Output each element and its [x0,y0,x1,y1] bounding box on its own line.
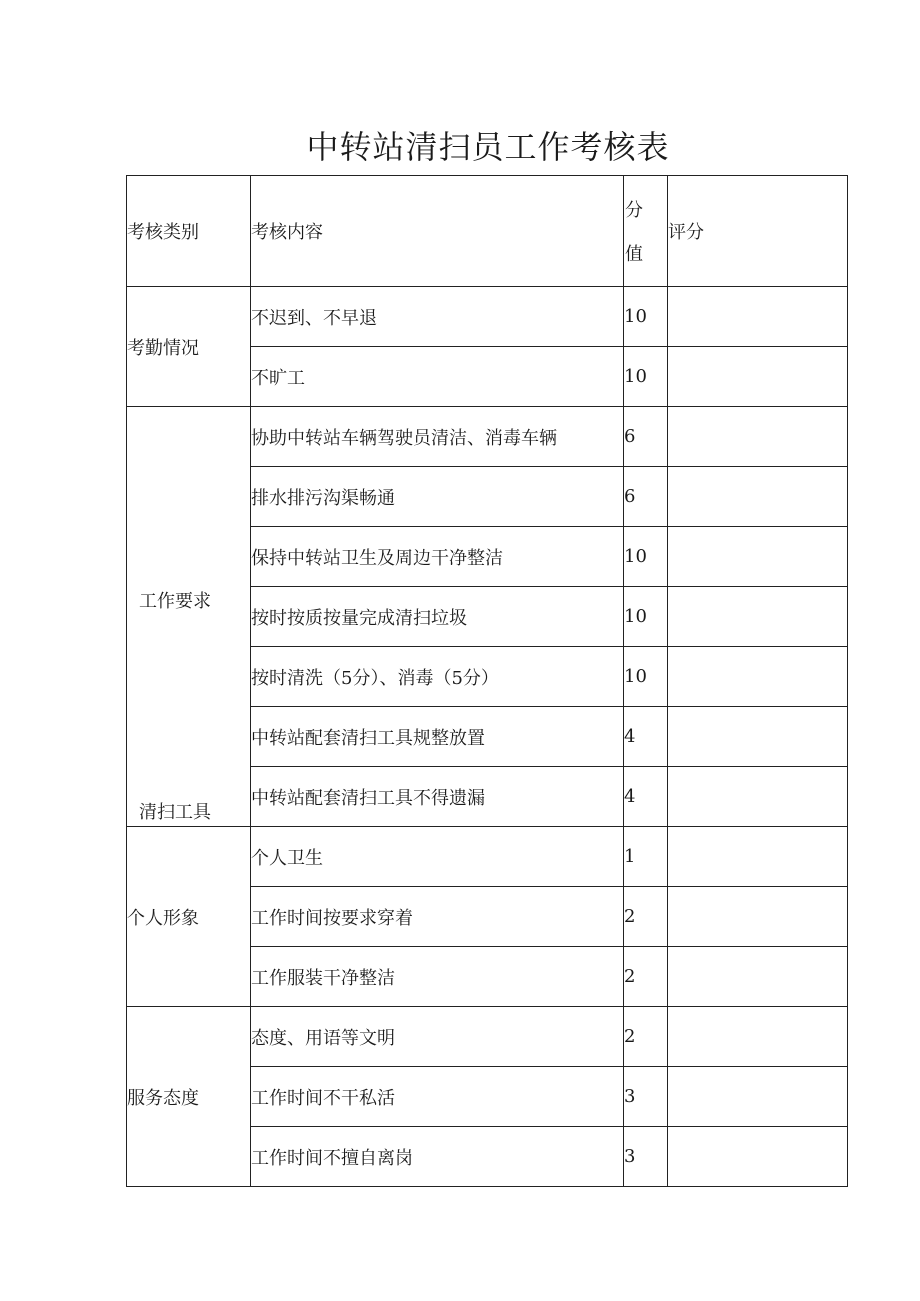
score-cell: 2 [624,887,668,947]
category-cell [127,407,251,827]
content-cell: 个人卫生 [251,827,624,887]
table-row [127,827,848,887]
category-label-lower: 清扫工具 [139,802,211,823]
rating-cell[interactable] [668,287,848,347]
header-score-bottom: 值 [625,244,643,265]
rating-cell[interactable] [668,827,848,887]
rating-cell[interactable] [668,527,848,587]
category-cell: 考勤情况 [127,287,251,407]
content-cell: 工作时间不擅自离岗 [251,1127,624,1187]
rating-cell[interactable] [668,767,848,827]
header-score [624,176,668,287]
rating-cell[interactable] [668,587,848,647]
score-cell: 2 [624,947,668,1007]
rating-cell[interactable] [668,647,848,707]
table-row [127,1007,848,1067]
score-cell: 10 [624,587,668,647]
content-cell: 排水排污沟渠畅通 [251,467,624,527]
score-cell: 6 [624,467,668,527]
score-cell: 6 [624,407,668,467]
score-cell: 3 [624,1127,668,1187]
score-cell: 10 [624,527,668,587]
rating-cell[interactable] [668,1067,848,1127]
category-cell: 服务态度 [127,1007,251,1187]
score-cell: 3 [624,1067,668,1127]
content-cell: 工作服装干净整洁 [251,947,624,1007]
score-cell: 10 [624,287,668,347]
header-score-top: 分 [625,200,643,221]
rating-cell[interactable] [668,707,848,767]
rating-cell[interactable] [668,1007,848,1067]
content-cell: 保持中转站卫生及周边干净整洁 [251,527,624,587]
content-cell: 中转站配套清扫工具规整放置 [251,707,624,767]
content-cell: 不迟到、不早退 [251,287,624,347]
score-cell: 2 [624,1007,668,1067]
rating-cell[interactable] [668,887,848,947]
content-cell: 按时按质按量完成清扫垃圾 [251,587,624,647]
rating-cell[interactable] [668,1127,848,1187]
rating-cell[interactable] [668,467,848,527]
score-cell: 4 [624,707,668,767]
rating-cell[interactable] [668,407,848,467]
header-content: 考核内容 [251,176,624,287]
category-label: 工作要求 [139,591,211,612]
header-rating: 评分 [668,176,848,287]
rating-cell[interactable] [668,947,848,1007]
content-cell: 不旷工 [251,347,624,407]
content-cell: 中转站配套清扫工具不得遗漏 [251,767,624,827]
header-row [127,176,848,287]
category-cell: 个人形象 [127,827,251,1007]
content-cell: 协助中转站车辆驾驶员清洁、消毒车辆 [251,407,624,467]
content-cell: 按时清洗（5分）、消毒（5分） [251,647,624,707]
score-cell: 1 [624,827,668,887]
table-row [127,407,848,467]
content-cell: 态度、用语等文明 [251,1007,624,1067]
table-row [127,287,848,347]
rating-cell[interactable] [668,347,848,407]
score-cell: 10 [624,347,668,407]
content-cell: 工作时间不干私活 [251,1067,624,1127]
document-title: 中转站清扫员工作考核表 [306,128,670,166]
content-cell: 工作时间按要求穿着 [251,887,624,947]
score-cell: 10 [624,647,668,707]
assessment-table [126,175,848,1187]
header-category: 考核类别 [127,176,251,287]
score-cell: 4 [624,767,668,827]
